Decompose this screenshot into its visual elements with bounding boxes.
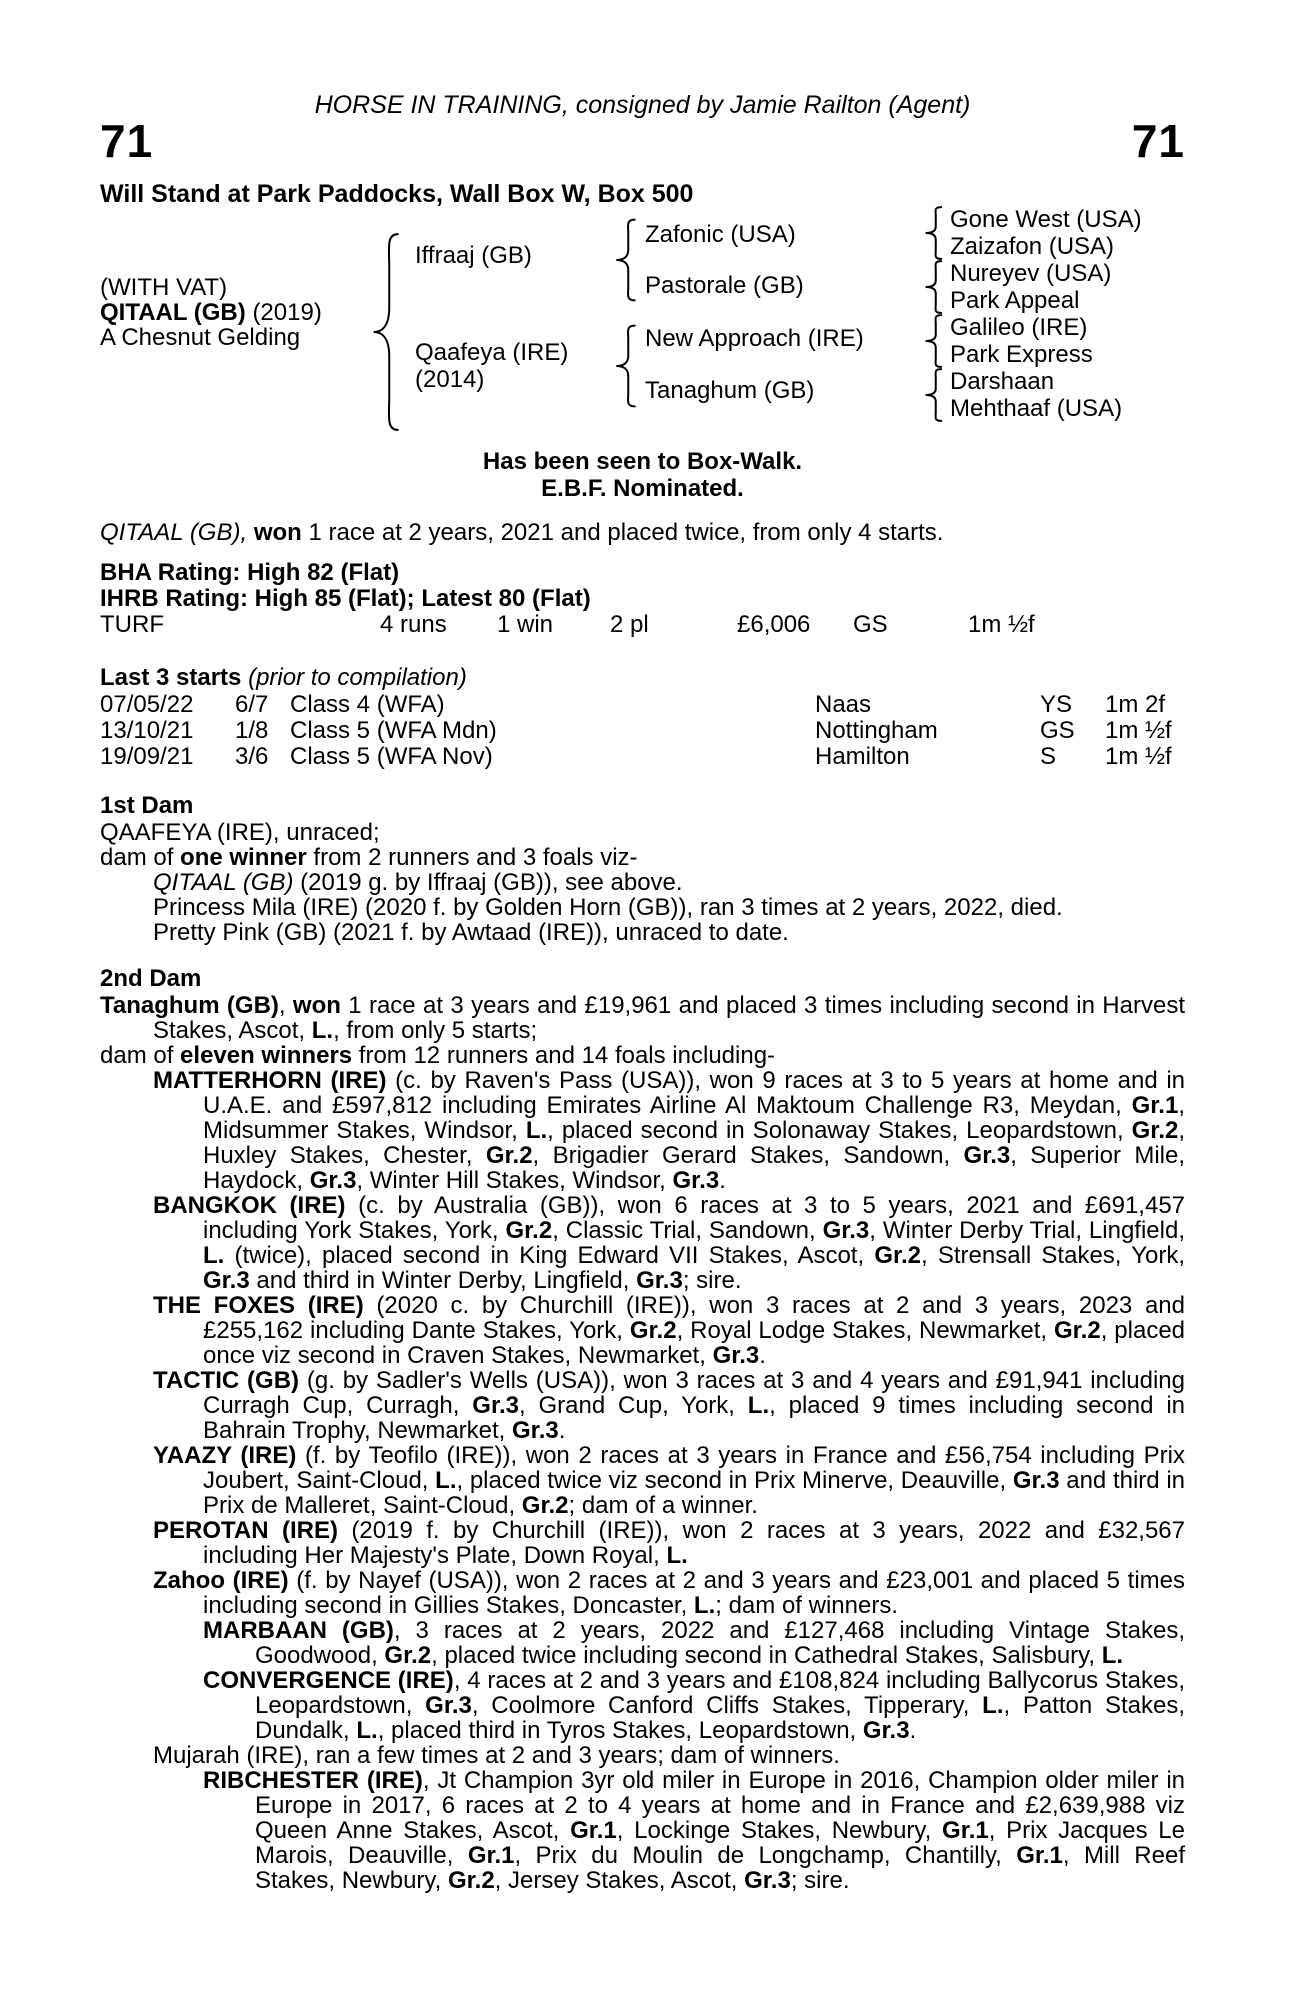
second-dam-section (100, 965, 1185, 1893)
progeny-entry: THE FOXES (IRE) (2020 c. by Churchill (IRE)), won 3 races at 2 and 3 years, 2023 and £255,162 including Dante Stakes, York, Gr.2, Royal Lodge Stakes, Newmarket, Gr.2, placed once viz second in Craven Stakes, Newmarket, Gr.3. (153, 1292, 1186, 1369)
pedigree-brace (368, 230, 402, 434)
progeny-entry: MATTERHORN (IRE) (c. by Raven's Pass (USA)), won 9 races at 3 to 5 years at home and in U.A.E. and £597,812 including Emirates Airline Al Maktoum Challenge R3, Meydan, Gr.1, Midsummer Stakes, Windsor, L., placed second in Solonaway Stakes, Leopardstown, Gr.2, Huxley Stakes, Chester, Gr.2, Brigadier Gerard Stakes, Sandown, Gr.3, Superior Mile, Haydock, Gr.3, Winter Hill Stakes, Windsor, Gr.3. (153, 1067, 1186, 1194)
distance-value: 1m ½f (1105, 743, 1172, 770)
horse-name: QITAAL (GB) (100, 299, 246, 326)
second-dam-intro: Tanaghum (GB), won 1 race at 3 years and £19,961 and placed 3 times including second in Harvest Stakes, Ascot, L., from only 5 starts; (100, 992, 1185, 1044)
pedigree-brace (922, 260, 944, 314)
dam-sire: New Approach (IRE) (645, 325, 864, 352)
pedigree-brace (922, 368, 944, 422)
earnings-value: £6,006 (737, 611, 811, 638)
lot-number-row (100, 115, 1185, 170)
distance-value: 1m 2f (1105, 691, 1166, 718)
venue: Nottingham (815, 717, 938, 744)
last-3-starts (100, 664, 1185, 770)
distance-value: 1m ½f (968, 611, 1035, 638)
progeny-entry: RIBCHESTER (IRE), Jt Champion 3yr old miler in Europe in 2016, Champion older miler in Europe in 2017, 6 races at 2 to 4 years at home and in France and £2,639,988 viz Queen Anne Stakes, Ascot, Gr.1, Lockinge Stakes, Newbury, Gr.1, Prix Jacques Le Marois, Deauville, Gr.1, Prix du Moulin de Longchamp, Chantilly, Gr.1, Mill Reef Stakes, Newbury, Gr.2, Jersey Stakes, Ascot, Gr.3; sire. (203, 1767, 1185, 1894)
bha-rating: BHA Rating: High 82 (Flat) (100, 559, 400, 586)
progeny-entry: PEROTAN (IRE) (2019 f. by Churchill (IRE)), won 2 races at 3 years, 2022 and £32,567 including Her Majesty's Plate, Down Royal, L. (153, 1517, 1186, 1569)
pedigree-brace (612, 218, 638, 302)
horse-description: A Chesnut Gelding (100, 324, 301, 351)
last3-heading (100, 664, 1185, 692)
great-grandparent: Mehthaaf (USA) (950, 395, 1123, 422)
lot-number-right: 71 (1131, 115, 1185, 167)
race-class: Class 5 (WFA Mdn) (290, 717, 497, 744)
going-abbrev: S (1040, 743, 1057, 770)
ebf-note: E.B.F. Nominated. (541, 475, 744, 502)
first-dam-heading: 1st Dam (100, 792, 194, 819)
consignment-line: HORSE IN TRAINING, consigned by Jamie Railton (Agent) (314, 91, 971, 119)
foal-line: Princess Mila (IRE) (2020 f. by Golden Horn (GB)), ran 3 times at 2 years, 2022, died. (153, 894, 1063, 921)
sire-name: Iffraaj (GB) (415, 242, 532, 269)
dam-name: Qaafeya (IRE) (415, 339, 569, 366)
ratings-block (100, 560, 1185, 638)
horse-birth-year: (2019) (252, 299, 322, 326)
venue: Hamilton (815, 743, 910, 770)
finish-position: 3/6 (235, 743, 269, 770)
going-abbrev: YS (1040, 691, 1073, 718)
progeny-entry: CONVERGENCE (IRE), 4 races at 2 and 3 years and £108,824 including Ballycorus Stakes, Leopardstown, Gr.3, Coolmore Canford Cliffs Stakes, Tipperary, L., Patton Stakes, Dundalk, L., placed third in Tyros Stakes, Leopardstown, Gr.3. (203, 1667, 1186, 1744)
pedigree-brace (922, 314, 944, 368)
progeny-entry: MARBAAN (GB), 3 races at 2 years, 2022 and £127,468 including Vintage Stakes, Goodwood, Gr.2, placed twice including second in Cathedral Stakes, Salisbury, L. (203, 1617, 1186, 1669)
pedigree-brace (612, 324, 638, 408)
great-grandparent: Gone West (USA) (950, 206, 1142, 233)
dam-dam: Tanaghum (GB) (645, 377, 815, 404)
stand-location: Will Stand at Park Paddocks, Wall Box W, Box 500 (100, 180, 694, 208)
venue: Naas (815, 691, 872, 718)
great-grandparent: Park Appeal (950, 287, 1080, 314)
special-notes (100, 448, 1185, 502)
finish-position: 1/8 (235, 717, 269, 744)
ihrb-rating: IHRB Rating: High 85 (Flat); Latest 80 (Flat) (100, 585, 591, 612)
runs-count: 4 runs (380, 611, 447, 638)
great-grandparent: Nureyev (USA) (950, 260, 1112, 287)
progeny-entry: Zahoo (IRE) (f. by Nayef (USA)), won 2 races at 2 and 3 years and £23,001 and placed 5 times including second in Gillies Stakes, Doncaster, L.; dam of winners. (153, 1567, 1185, 1619)
dam-birth-year: (2014) (415, 366, 485, 393)
second-dam-produce-line: dam of eleven winners from 12 runners and 14 foals including- (100, 1042, 776, 1069)
great-grandparent: Darshaan (950, 368, 1055, 395)
first-dam-produce-line: dam of one winner from 2 runners and 3 foals viz- (100, 844, 638, 871)
race-class: Class 4 (WFA) (290, 691, 445, 718)
first-dam-intro: QAAFEYA (IRE), unraced; (100, 819, 380, 846)
progeny-entry: YAAZY (IRE) (f. by Teofilo (IRE)), won 2 races at 3 years in France and £56,754 including Prix Joubert, Saint-Cloud, L., placed twice viz second in Prix Minerve, Deauville, Gr.3 and third in Prix de Malleret, Saint-Cloud, Gr.2; dam of a winner. (153, 1442, 1186, 1519)
progeny-entry: BANGKOK (IRE) (c. by Australia (GB)), won 6 races at 3 to 5 years, 2021 and £691,457 including York Stakes, York, Gr.2, Classic Trial, Sandown, Gr.3, Winter Derby Trial, Lingfield, L. (twice), placed second in King Edward VII Stakes, Ascot, Gr.2, Strensall Stakes, York, Gr.3 and third in Winter Derby, Lingfield, Gr.3; sire. (153, 1192, 1186, 1294)
foal-line: Pretty Pink (GB) (2021 f. by Awtaad (IRE)), unraced to date. (153, 919, 789, 946)
places-count: 2 pl (610, 611, 649, 638)
first-dam-section (100, 792, 1185, 945)
great-grandparent: Park Express (950, 341, 1093, 368)
going-abbrev: GS (1040, 717, 1075, 744)
race-summary: QITAAL (GB), won 1 race at 2 years, 2021 and placed twice, from only 4 starts. (100, 519, 944, 546)
horse-name-line (100, 300, 322, 325)
box-walk-note: Has been seen to Box-Walk. (482, 448, 803, 475)
second-dam-heading: 2nd Dam (100, 965, 202, 992)
going-abbrev: GS (853, 611, 888, 638)
pedigree-table (100, 208, 1185, 448)
table-row (100, 718, 1185, 744)
race-record-row (100, 612, 1185, 638)
progeny-entry: Mujarah (IRE), ran a few times at 2 and 3 years; dam of winners. (153, 1742, 840, 1769)
finish-position: 6/7 (235, 691, 269, 718)
great-grandparent: Zaizafon (USA) (950, 233, 1115, 260)
progeny-entry: TACTIC (GB) (g. by Sadler's Wells (USA)), won 3 races at 3 and 4 years and £91,941 including Curragh Cup, Curragh, Gr.3, Grand Cup, York, L., placed 9 times including second in Bahrain Trophy, Newmarket, Gr.3. (153, 1367, 1186, 1444)
start-date: 07/05/22 (100, 691, 194, 718)
start-date: 19/09/21 (100, 743, 194, 770)
sire-dam: Pastorale (GB) (645, 272, 804, 299)
foal-line: QITAAL (GB) (2019 g. by Iffraaj (GB)), see above. (153, 869, 683, 896)
last3-subtitle: (prior to compilation) (241, 664, 467, 691)
wins-count: 1 win (497, 611, 554, 638)
last3-title: Last 3 starts (100, 664, 242, 691)
distance-value: 1m ½f (1105, 717, 1172, 744)
lot-number-left: 71 (100, 115, 154, 167)
start-date: 13/10/21 (100, 717, 194, 744)
great-grandparent: Galileo (IRE) (950, 314, 1088, 341)
table-row (100, 744, 1185, 770)
sire-sire: Zafonic (USA) (645, 221, 796, 248)
race-class: Class 5 (WFA Nov) (290, 743, 493, 770)
vat-note: (WITH VAT) (100, 274, 228, 301)
table-row (100, 692, 1185, 718)
surface-label: TURF (100, 611, 164, 638)
pedigree-brace (922, 206, 944, 260)
